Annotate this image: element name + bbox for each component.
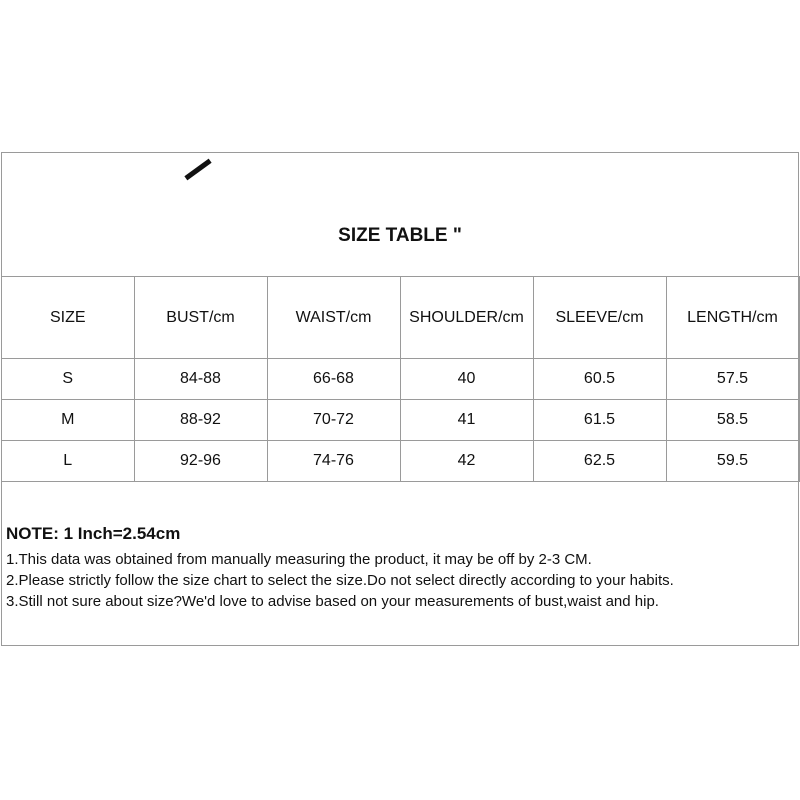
cell-length: 59.5	[666, 441, 799, 482]
cell-bust: 92-96	[134, 441, 267, 482]
cell-size: L	[2, 441, 134, 482]
header-length: LENGTH/cm	[666, 277, 799, 359]
cell-waist: 70-72	[267, 400, 400, 441]
table-header-row	[2, 277, 799, 359]
size-table-title: SIZE TABLE "	[338, 225, 462, 246]
header-shoulder: SHOULDER/cm	[400, 277, 533, 359]
size-table	[2, 276, 800, 482]
cell-bust: 84-88	[134, 359, 267, 400]
header-size: SIZE	[2, 277, 134, 359]
header-bust: BUST/cm	[134, 277, 267, 359]
cell-size: S	[2, 359, 134, 400]
cell-shoulder: 42	[400, 441, 533, 482]
cell-shoulder: 41	[400, 400, 533, 441]
cell-sleeve: 61.5	[533, 400, 666, 441]
note-title: NOTE: 1 Inch=2.54cm	[6, 524, 181, 543]
header-sleeve: SLEEVE/cm	[533, 277, 666, 359]
cell-shoulder: 40	[400, 359, 533, 400]
cell-bust: 88-92	[134, 400, 267, 441]
cell-length: 57.5	[666, 359, 799, 400]
table-row	[2, 359, 799, 400]
cell-size: M	[2, 400, 134, 441]
note-line-2: 2.Please strictly follow the size chart to select the size.Do not select directly according to your habits.	[6, 572, 674, 589]
size-chart-frame	[1, 152, 799, 646]
table-row	[2, 400, 799, 441]
notes-section	[6, 523, 796, 612]
cell-length: 58.5	[666, 400, 799, 441]
cell-sleeve: 60.5	[533, 359, 666, 400]
cell-waist: 66-68	[267, 359, 400, 400]
cell-sleeve: 62.5	[533, 441, 666, 482]
header-waist: WAIST/cm	[267, 277, 400, 359]
table-row	[2, 441, 799, 482]
note-line-3: 3.Still not sure about size?We'd love to advise based on your measurements of bust,waist and hip.	[6, 593, 659, 610]
note-line-1: 1.This data was obtained from manually measuring the product, it may be off by 2-3 CM.	[6, 551, 592, 568]
cell-waist: 74-76	[267, 441, 400, 482]
title-area	[2, 153, 798, 276]
